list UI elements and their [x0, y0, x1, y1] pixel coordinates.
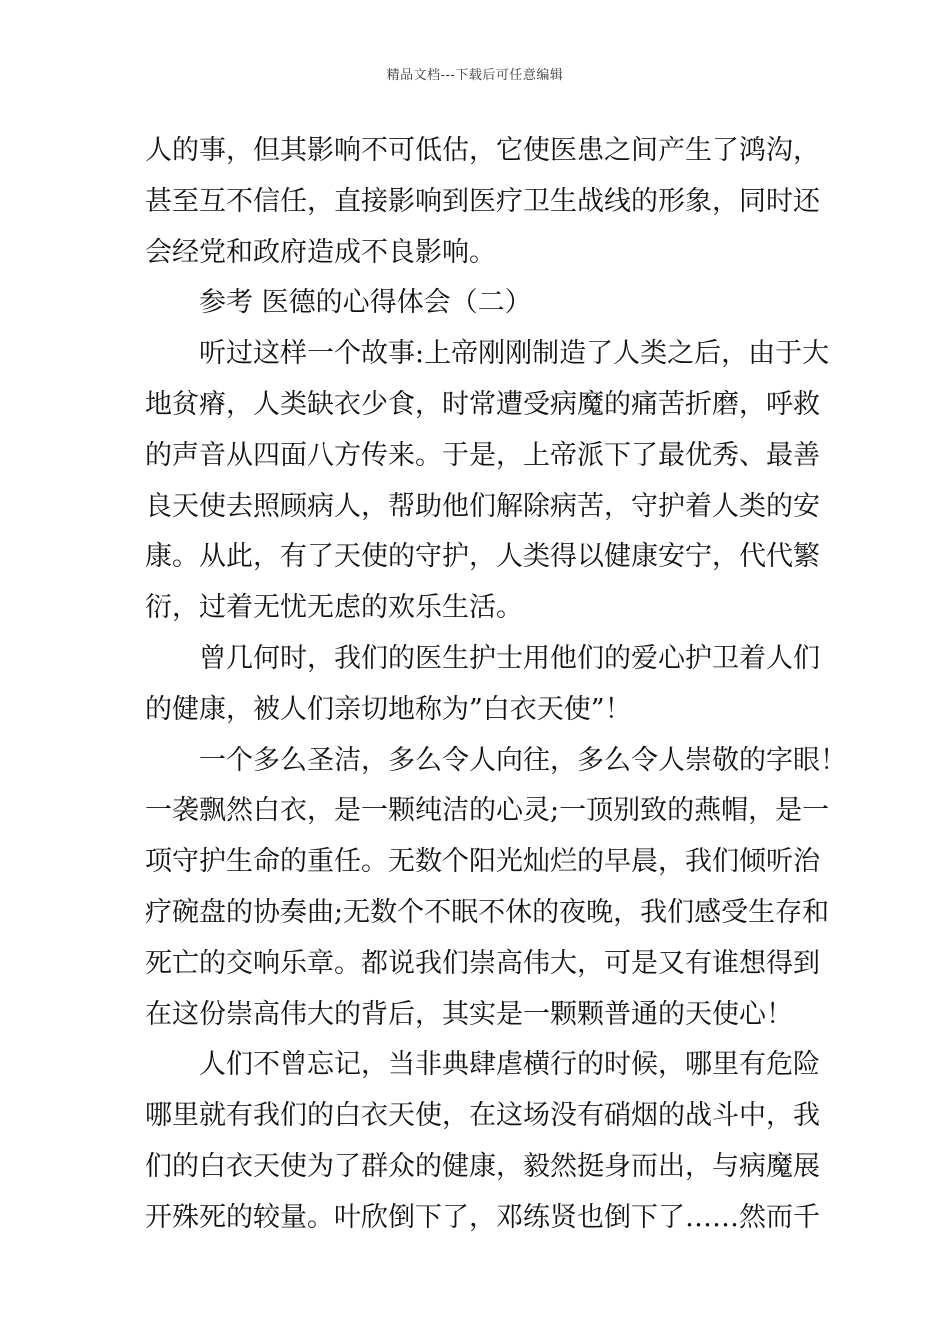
paragraph-line: 康。从此，有了天使的守护，人类得以健康安宁，代代繁 [145, 541, 820, 573]
paragraph-line: 疗碗盘的协奏曲;无数个不眠不休的夜晚，我们感受生存和 [145, 896, 830, 928]
paragraph-line: 会经党和政府造成不良影响。 [145, 236, 496, 268]
paragraph-line: 良天使去照顾病人，帮助他们解除病苦，守护着人类的安 [145, 490, 820, 522]
paragraph-line: 在这份崇高伟大的背后，其实是一颗颗普通的天使心！ [145, 998, 793, 1030]
section-heading: 参考 医德的心得体会（二） [199, 287, 532, 319]
paragraph-line: 人的事，但其影响不可低估，它使医患之间产生了鸿沟， [145, 135, 820, 166]
paragraph-line: 听过这样一个故事:上帝刚刚制造了人类之后，由于大 [199, 338, 830, 370]
document-body [145, 126, 847, 1244]
paragraph-line: 曾几何时，我们的医生护士用他们的爱心护卫着人们 [199, 642, 820, 674]
paragraph-line: 的声音从四面八方传来。于是，上帝派下了最优秀、最善 [145, 439, 820, 471]
paragraph-line: 的健康，被人们亲切地称为”白衣天使”！ [145, 693, 632, 725]
paragraph-line: 项守护生命的重任。无数个阳光灿烂的早晨，我们倾听治 [145, 846, 820, 878]
paragraph-line: 一袭飘然白衣，是一颗纯洁的心灵;一顶别致的燕帽，是一 [145, 795, 830, 827]
paragraph-line: 人们不曾忘记，当非典肆虐横行的时候，哪里有危险 [199, 1049, 820, 1081]
paragraph-line: 死亡的交响乐章。都说我们崇高伟大，可是又有谁想得到 [145, 947, 820, 979]
paragraph-line: 衍，过着无忧无虑的欢乐生活。 [145, 592, 523, 624]
page-header: 精品文档---下载后可任意编辑 [386, 68, 564, 83]
paragraph-line: 哪里就有我们的白衣天使，在这场没有硝烟的战斗中，我 [145, 1100, 820, 1132]
paragraph-line: 们的白衣天使为了群众的健康，毅然挺身而出，与病魔展 [145, 1150, 820, 1182]
paragraph-line: 地贫瘠，人类缺衣少食，时常遭受病魔的痛苦折磨，呼救 [145, 388, 820, 420]
paragraph-line: 一个多么圣洁，多么令人向往，多么令人崇敬的字眼！ [199, 744, 847, 776]
paragraph-line: 开殊死的较量。叶欣倒下了，邓练贤也倒下了……然而千 [145, 1201, 820, 1233]
paragraph-line: 甚至互不信任，直接影响到医疗卫生战线的形象，同时还 [145, 185, 820, 217]
